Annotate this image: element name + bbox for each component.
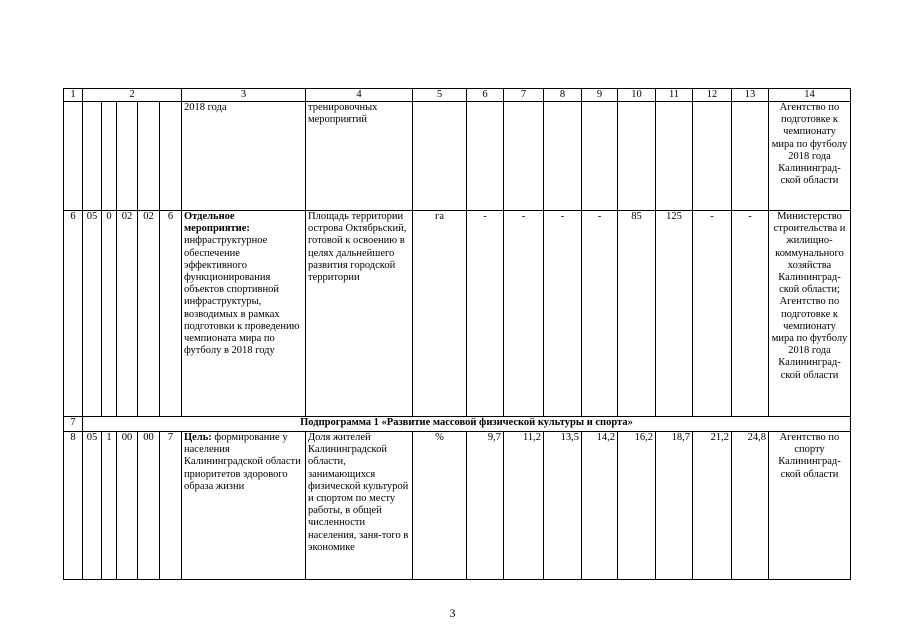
goal-cell <box>182 432 306 580</box>
code-cell: 02 <box>138 211 160 417</box>
goal-text: формирование у населения Калининградской области приоритетов здорового образа жизни <box>184 432 301 492</box>
value-cell: 14,2 <box>582 432 618 580</box>
header-cell: 8 <box>544 89 582 102</box>
header-cell: 4 <box>306 89 413 102</box>
program-table <box>63 88 851 580</box>
unit-cell: га <box>413 211 467 417</box>
activity-text: инфраструктурное обеспечение эффективного функционирования объектов спортивной инфраструктуры, возводимых в рамках подготовки к проведению чемпионата мира по футболу в 2018 году <box>184 235 300 357</box>
header-cell: 6 <box>467 89 504 102</box>
header-cell: 3 <box>182 89 306 102</box>
code-cell: 0 <box>102 211 117 417</box>
row-number: 6 <box>64 211 83 417</box>
header-cell: 11 <box>656 89 693 102</box>
table-row-8 <box>64 432 851 580</box>
code-cell: 7 <box>160 432 182 580</box>
code-cell: 6 <box>160 211 182 417</box>
header-cell: 12 <box>693 89 732 102</box>
header-cell: 9 <box>582 89 618 102</box>
responsible-cell: Министерство строительства и жилищно-коммунального хозяйства Калининград-ской области; Агентство по подготовке к чемпионату мира по футболу 2018 года Калининград-ской области <box>769 211 851 417</box>
value-cell: 11,2 <box>504 432 544 580</box>
value-cell: 9,7 <box>467 432 504 580</box>
header-row <box>64 89 851 102</box>
code-cell: 05 <box>83 432 102 580</box>
page-number: 3 <box>449 606 456 620</box>
row-number: 8 <box>64 432 83 580</box>
header-cell: 10 <box>618 89 656 102</box>
value-cell: 21,2 <box>693 432 732 580</box>
value-cell: 85 <box>618 211 656 417</box>
code-cell: 05 <box>83 211 102 417</box>
indicator-name-cell: 2018 года <box>182 102 306 211</box>
header-cell: 14 <box>769 89 851 102</box>
code-cell: 1 <box>102 432 117 580</box>
activity-label: Отдельное мероприятие: <box>184 211 250 235</box>
value-cell: - <box>693 211 732 417</box>
code-cell: 02 <box>117 211 138 417</box>
indicator-description-cell: Доля жителей Калининградской области, занимающихся физической культурой и спортом по месту работы, в общей численности населения, заня-того в экономике <box>306 432 413 580</box>
indicator-description-cell: тренировочных мероприятий <box>306 102 413 211</box>
unit-cell: % <box>413 432 467 580</box>
value-cell: 13,5 <box>544 432 582 580</box>
value-cell: 16,2 <box>618 432 656 580</box>
activity-cell <box>182 211 306 417</box>
value-cell: 125 <box>656 211 693 417</box>
header-cell: 2 <box>83 89 182 102</box>
value-cell: 24,8 <box>732 432 769 580</box>
value-cell: - <box>544 211 582 417</box>
header-cell: 1 <box>64 89 83 102</box>
value-cell: - <box>582 211 618 417</box>
header-cell: 7 <box>504 89 544 102</box>
subprogram-title: Подпрограмма 1 «Развитие массовой физической культуры и спорта» <box>83 417 851 432</box>
code-cell: 00 <box>117 432 138 580</box>
code-cell: 00 <box>138 432 160 580</box>
table-row-7 <box>64 417 851 432</box>
value-cell: - <box>504 211 544 417</box>
responsible-cell: Агентство по подготовке к чемпионату мира по футболу 2018 года Калининград-ской области <box>769 102 851 211</box>
value-cell: 18,7 <box>656 432 693 580</box>
value-cell: - <box>467 211 504 417</box>
responsible-cell: Агентство по спорту Калининград-ской области <box>769 432 851 580</box>
indicator-description-cell: Площадь территории острова Октябрьский, готовой к освоению в целях дальнейшего развития городской территории <box>306 211 413 417</box>
value-cell: - <box>732 211 769 417</box>
table-row-continued <box>64 102 851 211</box>
goal-label: Цель: <box>184 432 212 443</box>
header-cell: 5 <box>413 89 467 102</box>
header-cell: 13 <box>732 89 769 102</box>
table-row-6 <box>64 211 851 417</box>
row-number: 7 <box>64 417 83 432</box>
